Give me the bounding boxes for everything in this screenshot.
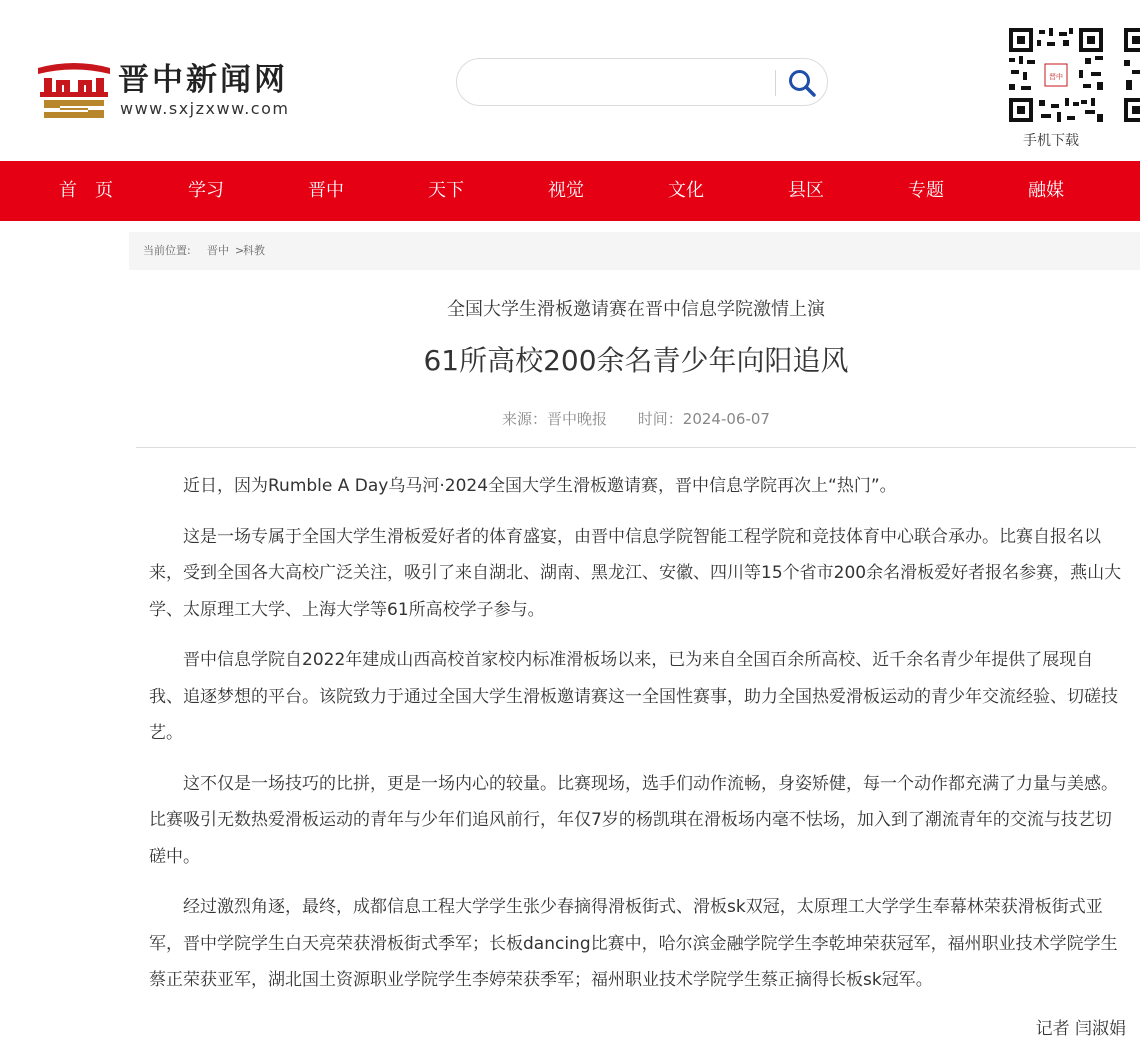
breadcrumb-separator: > [235,244,245,257]
title-divider [136,447,1136,448]
site-url: www.sxjzxww.com [120,99,290,118]
article-source: 来源：晋中晚报 [502,410,608,428]
article-meta [136,408,1136,430]
article-pre-title: 全国大学生滑板邀请赛在晋中信息学院激情上演 [447,299,825,320]
nav-item-home[interactable]: 首 页 [59,180,113,201]
breadcrumb [129,232,1140,270]
article-paragraph: 晋中信息学院自2022年建成山西高校首家校内标准滑板场以来，已为来自全国百余所高校、近千余名青少年提供了展现自我、追逐梦想的平台。该院致力于通过全国大学生滑板邀请赛这一全国性赛事，助力全国热爱滑板运动的青少年交流经验、切磋技艺。 [149,650,1118,743]
site-logo[interactable] [36,58,306,122]
nav-item-media[interactable]: 融媒 [1028,180,1064,201]
nav-item-world[interactable]: 天下 [428,180,464,201]
search-divider [775,70,776,96]
article-paragraph: 这不仅是一场技巧的比拼，更是一场内心的较量。比赛现场，选手们动作流畅，身姿矫健，每一个动作都充满了力量与美感。比赛吸引无数热爱滑板运动的青年与少年们追风前行，年仅7岁的杨凯琪在滑板场内毫不怯场，加入到了潮流青年的交流与技艺切磋中。 [149,773,1118,867]
search-input[interactable] [475,69,769,97]
qr-code-icon [1122,26,1140,124]
article-reporter: 记者 闫淑娟 [1035,1019,1126,1039]
search-box [456,58,828,106]
nav-item-study[interactable]: 学习 [188,180,224,201]
svg-text:晋中: 晋中 [1049,73,1063,81]
nav-item-jinzhong[interactable]: 晋中 [308,180,344,201]
site-header [0,0,1140,160]
article-body [149,468,1125,1013]
article-paragraph: 这是一场专属于全国大学生滑板爱好者的体育盛宴，由晋中信息学院智能工程学院和竞技体育中心联合承办。比赛自报名以来，受到全国各大高校广泛关注，吸引了来自湖北、湖南、黑龙江、安徽、四川等15个省市200余名滑板爱好者报名参赛，燕山大学、太原理工大学、上海大学等61所高校学子参与。 [149,526,1122,620]
breadcrumb-link-current[interactable]: 科教 [243,244,265,257]
breadcrumb-label: 当前位置: [143,244,191,257]
nav-item-visual[interactable]: 视觉 [548,180,584,201]
qr-code-icon [1007,26,1105,124]
article-time: 时间：2024-06-07 [637,410,770,428]
article-paragraph: 经过激烈角逐，最终，成都信息工程大学学生张少春摘得滑板街式、滑板sk双冠，太原理工大学学生奉幕林荣获滑板街式亚军，晋中学院学生白天亮荣获滑板街式季军；长板dancing比赛中，哈尔滨金融学院学生李乾坤荣获冠军，福州职业技术学院学生蔡正荣获亚军，湖北国土资源职业学院学生李婷荣获季军；福州职业技术学院学生蔡正摘得长板sk冠军。 [149,897,1118,990]
article-title: 61所高校200余名青少年向阳追风 [423,344,849,377]
logo-mark-icon [36,58,112,120]
nav-item-culture[interactable]: 文化 [668,180,704,201]
qr-label: 手机下载 [1023,133,1079,149]
nav-item-topics[interactable]: 专题 [908,180,944,201]
nav-item-counties[interactable]: 县区 [788,180,824,201]
article-paragraph: 近日，因为Rumble A Day乌马河·2024全国大学生滑板邀请赛，晋中信息学院再次上“热门”。 [183,476,897,496]
breadcrumb-link-parent[interactable]: 晋中 [207,244,229,257]
site-name: 晋中新闻网 [118,62,288,98]
main-nav [0,161,1140,221]
search-icon[interactable] [787,68,817,98]
